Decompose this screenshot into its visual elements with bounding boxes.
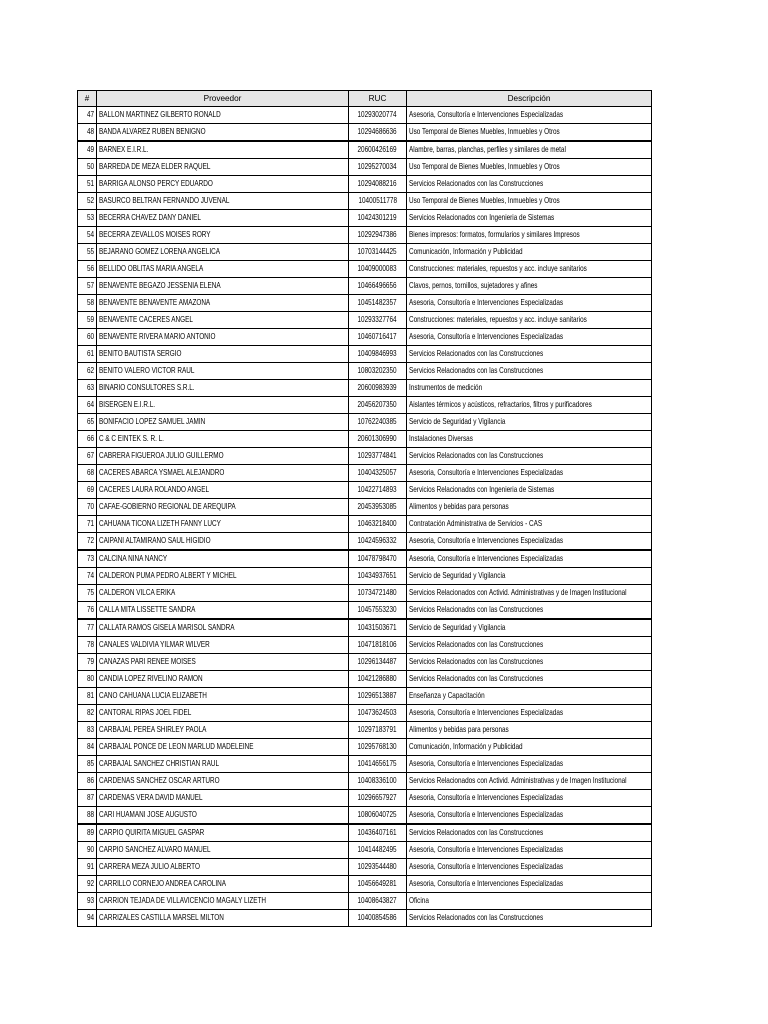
table-row [78, 295, 652, 312]
row-number: 47 [78, 107, 97, 124]
provider-name: BENAVENTE BEGAZO JESSENIA ELENA [97, 278, 349, 295]
row-number: 56 [78, 261, 97, 278]
table-row [78, 159, 652, 176]
provider-name: BENITO VALERO VICTOR RAUL [97, 363, 349, 380]
provider-ruc: 10294088216 [349, 176, 407, 193]
table-row [78, 602, 652, 620]
provider-description: Servicios Relacionados con las Construcciones [407, 824, 652, 842]
provider-description: Asesoria, Consultoría e Intervenciones Especializadas [407, 465, 652, 482]
provider-ruc: 10297183791 [349, 722, 407, 739]
row-number: 78 [78, 637, 97, 654]
table-row [78, 397, 652, 414]
provider-ruc: 10471818106 [349, 637, 407, 654]
row-number: 52 [78, 193, 97, 210]
row-number: 57 [78, 278, 97, 295]
table-row [78, 705, 652, 722]
provider-description: Asesoria, Consultoría e Intervenciones Especializadas [407, 550, 652, 568]
provider-name: BARNEX E.I.R.L. [97, 141, 349, 159]
provider-name: CARRILLO CORNEJO ANDREA CAROLINA [97, 876, 349, 893]
provider-description: Servicios Relacionados con las Construcciones [407, 346, 652, 363]
header-provider: Proveedor [97, 91, 349, 107]
row-number: 66 [78, 431, 97, 448]
provider-description: Clavos, pernos, tornillos, sujetadores y afines [407, 278, 652, 295]
table-row [78, 176, 652, 193]
provider-ruc: 10409846993 [349, 346, 407, 363]
provider-description: Construcciones: materiales, repuestos y acc. incluye sanitarios [407, 312, 652, 329]
provider-name: CALDERON VILCA ERIKA [97, 585, 349, 602]
provider-description: Alambre, barras, planchas, perfiles y similares de metal [407, 141, 652, 159]
provider-description: Asesoria, Consultoría e Intervenciones Especializadas [407, 876, 652, 893]
provider-description: Asesoria, Consultoría e Intervenciones Especializadas [407, 705, 652, 722]
table-row [78, 824, 652, 842]
row-number: 70 [78, 499, 97, 516]
provider-ruc: 10295270034 [349, 159, 407, 176]
row-number: 58 [78, 295, 97, 312]
provider-name: BANDA ALVAREZ RUBEN BENIGNO [97, 124, 349, 142]
provider-ruc: 10408336100 [349, 773, 407, 790]
row-number: 79 [78, 654, 97, 671]
provider-name: CARRIZALES CASTILLA MARSEL MILTON [97, 910, 349, 927]
provider-name: CALLA MITA LISSETTE SANDRA [97, 602, 349, 620]
provider-ruc: 10703144425 [349, 244, 407, 261]
provider-ruc: 10404325057 [349, 465, 407, 482]
provider-ruc: 10424596332 [349, 533, 407, 551]
row-number: 93 [78, 893, 97, 910]
provider-ruc: 10293327764 [349, 312, 407, 329]
provider-description: Oficina [407, 893, 652, 910]
table-row [78, 227, 652, 244]
provider-name: BECERRA CHAVEZ DANY DANIEL [97, 210, 349, 227]
table-row [78, 568, 652, 585]
provider-ruc: 10293020774 [349, 107, 407, 124]
provider-description: Servicios Relacionados con Activid. Administrativas y de Imagen Institucional [407, 585, 652, 602]
row-number: 83 [78, 722, 97, 739]
provider-name: C & C EINTEK S. R. L. [97, 431, 349, 448]
table-row [78, 210, 652, 227]
table-row [78, 654, 652, 671]
provider-description: Enseñanza y Capacitación [407, 688, 652, 705]
provider-table-sheet [77, 90, 651, 927]
provider-description: Servicios Relacionados con las Construcciones [407, 637, 652, 654]
provider-ruc: 20600426169 [349, 141, 407, 159]
table-row [78, 671, 652, 688]
row-number: 77 [78, 619, 97, 637]
provider-description: Aislantes térmicos y acústicos, refractarios, filtros y purificadores [407, 397, 652, 414]
row-number: 84 [78, 739, 97, 756]
row-number: 62 [78, 363, 97, 380]
provider-name: BARRIGA ALONSO PERCY EDUARDO [97, 176, 349, 193]
table-row [78, 859, 652, 876]
provider-description: Asesoria, Consultoría e Intervenciones Especializadas [407, 295, 652, 312]
provider-description: Construcciones: materiales, repuestos y acc. incluye sanitarios [407, 261, 652, 278]
provider-name: BENAVENTE CACERES ANGEL [97, 312, 349, 329]
provider-ruc: 10456649281 [349, 876, 407, 893]
provider-name: CARBAJAL PONCE DE LEON MARLUD MADELEINE [97, 739, 349, 756]
provider-name: BELLIDO OBLITAS MARIA ANGELA [97, 261, 349, 278]
row-number: 86 [78, 773, 97, 790]
provider-name: CAFAE-GOBIERNO REGIONAL DE AREQUIPA [97, 499, 349, 516]
row-number: 75 [78, 585, 97, 602]
table-row [78, 244, 652, 261]
provider-description: Asesoria, Consultoría e Intervenciones Especializadas [407, 842, 652, 859]
provider-description: Bienes impresos: formatos, formularios y similares Impresos [407, 227, 652, 244]
provider-name: CARBAJAL SANCHEZ CHRISTIAN RAUL [97, 756, 349, 773]
provider-name: BENITO BAUTISTA SERGIO [97, 346, 349, 363]
provider-name: BECERRA ZEVALLOS MOISES RORY [97, 227, 349, 244]
table-row [78, 465, 652, 482]
table-row [78, 876, 652, 893]
provider-description: Servicios Relacionados con las Construcciones [407, 671, 652, 688]
row-number: 82 [78, 705, 97, 722]
provider-ruc: 20456207350 [349, 397, 407, 414]
provider-description: Asesoria, Consultoría e Intervenciones Especializadas [407, 107, 652, 124]
provider-name: CALCINA NINA NANCY [97, 550, 349, 568]
provider-ruc: 10803202350 [349, 363, 407, 380]
provider-ruc: 20600983939 [349, 380, 407, 397]
provider-description: Uso Temporal de Bienes Muebles, Inmuebles y Otros [407, 124, 652, 142]
provider-name: CANO CAHUANA LUCIA ELIZABETH [97, 688, 349, 705]
table-row [78, 414, 652, 431]
table-row [78, 790, 652, 807]
row-number: 64 [78, 397, 97, 414]
table-row [78, 516, 652, 533]
provider-name: CALLATA RAMOS GISELA MARISOL SANDRA [97, 619, 349, 637]
provider-description: Alimentos y bebidas para personas [407, 499, 652, 516]
table-row [78, 448, 652, 465]
provider-description: Servicios Relacionados con Ingenieria de Sistemas [407, 482, 652, 499]
table-row [78, 739, 652, 756]
table-row [78, 893, 652, 910]
provider-name: CARRION TEJADA DE VILLAVICENCIO MAGALY LIZETH [97, 893, 349, 910]
table-row [78, 499, 652, 516]
provider-ruc: 10424301219 [349, 210, 407, 227]
provider-name: CAIPANI ALTAMIRANO SAUL HIGIDIO [97, 533, 349, 551]
table-row [78, 141, 652, 159]
row-number: 61 [78, 346, 97, 363]
row-number: 87 [78, 790, 97, 807]
provider-description: Alimentos y bebidas para personas [407, 722, 652, 739]
provider-ruc: 10421286880 [349, 671, 407, 688]
provider-name: BALLON MARTINEZ GILBERTO RONALD [97, 107, 349, 124]
provider-table [77, 90, 652, 927]
provider-name: BASURCO BELTRAN FERNANDO JUVENAL [97, 193, 349, 210]
provider-name: CACERES ABARCA YSMAEL ALEJANDRO [97, 465, 349, 482]
row-number: 50 [78, 159, 97, 176]
provider-description: Servicio de Seguridad y Vigilancia [407, 619, 652, 637]
provider-ruc: 10293544480 [349, 859, 407, 876]
row-number: 67 [78, 448, 97, 465]
table-row [78, 261, 652, 278]
table-row [78, 329, 652, 346]
provider-name: CARPIO SANCHEZ ALVARO MANUEL [97, 842, 349, 859]
provider-description: Comunicación, Información y Publicidad [407, 244, 652, 261]
provider-ruc: 10296513887 [349, 688, 407, 705]
row-number: 68 [78, 465, 97, 482]
table-row [78, 431, 652, 448]
table-row [78, 380, 652, 397]
table-row [78, 807, 652, 825]
provider-name: BARREDA DE MEZA ELDER RAQUEL [97, 159, 349, 176]
provider-name: CACERES LAURA ROLANDO ANGEL [97, 482, 349, 499]
row-number: 73 [78, 550, 97, 568]
row-number: 88 [78, 807, 97, 825]
provider-ruc: 10294686636 [349, 124, 407, 142]
provider-description: Contratación Administrativa de Servicios - CAS [407, 516, 652, 533]
row-number: 72 [78, 533, 97, 551]
provider-ruc: 10422714893 [349, 482, 407, 499]
provider-ruc: 10296134487 [349, 654, 407, 671]
header-ruc: RUC [349, 91, 407, 107]
provider-ruc: 10400511778 [349, 193, 407, 210]
provider-name: BEJARANO GOMEZ LORENA ANGELICA [97, 244, 349, 261]
row-number: 80 [78, 671, 97, 688]
provider-ruc: 10292947386 [349, 227, 407, 244]
provider-ruc: 10434937651 [349, 568, 407, 585]
provider-ruc: 10466496656 [349, 278, 407, 295]
provider-description: Asesoria, Consultoría e Intervenciones Especializadas [407, 859, 652, 876]
header-number: # [78, 91, 97, 107]
row-number: 81 [78, 688, 97, 705]
provider-description: Asesoria, Consultoría e Intervenciones Especializadas [407, 807, 652, 825]
provider-description: Uso Temporal de Bienes Muebles, Inmuebles y Otros [407, 159, 652, 176]
provider-ruc: 10734721480 [349, 585, 407, 602]
table-row [78, 910, 652, 927]
provider-description: Servicios Relacionados con Activid. Administrativas y de Imagen Institucional [407, 773, 652, 790]
row-number: 89 [78, 824, 97, 842]
provider-ruc: 10451482357 [349, 295, 407, 312]
row-number: 49 [78, 141, 97, 159]
provider-ruc: 10414482495 [349, 842, 407, 859]
table-row [78, 756, 652, 773]
provider-ruc: 10431503671 [349, 619, 407, 637]
table-row [78, 637, 652, 654]
table-row [78, 363, 652, 380]
row-number: 74 [78, 568, 97, 585]
provider-description: Servicio de Seguridad y Vigilancia [407, 414, 652, 431]
provider-ruc: 10478798470 [349, 550, 407, 568]
provider-ruc: 10762240385 [349, 414, 407, 431]
table-row [78, 585, 652, 602]
row-number: 54 [78, 227, 97, 244]
row-number: 59 [78, 312, 97, 329]
provider-description: Asesoria, Consultoría e Intervenciones Especializadas [407, 756, 652, 773]
row-number: 60 [78, 329, 97, 346]
provider-ruc: 10457553230 [349, 602, 407, 620]
row-number: 94 [78, 910, 97, 927]
table-row [78, 842, 652, 859]
provider-name: BINARIO CONSULTORES S.R.L. [97, 380, 349, 397]
row-number: 92 [78, 876, 97, 893]
table-body [78, 107, 652, 927]
provider-ruc: 20601306990 [349, 431, 407, 448]
provider-ruc: 10460716417 [349, 329, 407, 346]
provider-ruc: 10473624503 [349, 705, 407, 722]
table-row [78, 124, 652, 142]
table-row [78, 619, 652, 637]
provider-ruc: 10296657927 [349, 790, 407, 807]
provider-ruc: 20453953085 [349, 499, 407, 516]
row-number: 90 [78, 842, 97, 859]
row-number: 55 [78, 244, 97, 261]
provider-ruc: 10463218400 [349, 516, 407, 533]
provider-description: Servicios Relacionados con las Construcciones [407, 363, 652, 380]
row-number: 65 [78, 414, 97, 431]
provider-description: Servicios Relacionados con Ingenieria de Sistemas [407, 210, 652, 227]
provider-description: Asesoria, Consultoría e Intervenciones Especializadas [407, 790, 652, 807]
provider-description: Uso Temporal de Bienes Muebles, Inmuebles y Otros [407, 193, 652, 210]
provider-description: Servicios Relacionados con las Construcciones [407, 654, 652, 671]
provider-name: CALDERON PUMA PEDRO ALBERT Y MICHEL [97, 568, 349, 585]
provider-ruc: 10436407161 [349, 824, 407, 842]
provider-description: Servicios Relacionados con las Construcciones [407, 176, 652, 193]
provider-description: Servicio de Seguridad y Vigilancia [407, 568, 652, 585]
provider-name: CARDENAS SANCHEZ OSCAR ARTURO [97, 773, 349, 790]
provider-name: CABRERA FIGUEROA JULIO GUILLERMO [97, 448, 349, 465]
table-row [78, 312, 652, 329]
table-row [78, 688, 652, 705]
table-row [78, 550, 652, 568]
provider-name: CARDENAS VERA DAVID MANUEL [97, 790, 349, 807]
table-row [78, 346, 652, 363]
provider-description: Comunicación, Información y Publicidad [407, 739, 652, 756]
provider-name: CAHUANA TICONA LIZETH FANNY LUCY [97, 516, 349, 533]
table-row [78, 773, 652, 790]
row-number: 85 [78, 756, 97, 773]
provider-name: BENAVENTE BENAVENTE AMAZONA [97, 295, 349, 312]
row-number: 51 [78, 176, 97, 193]
provider-description: Servicios Relacionados con las Construcciones [407, 602, 652, 620]
provider-name: CARBAJAL PEREA SHIRLEY PAOLA [97, 722, 349, 739]
provider-name: CARPIO QUIRITA MIGUEL GASPAR [97, 824, 349, 842]
table-row [78, 533, 652, 551]
provider-name: BENAVENTE RIVERA MARIO ANTONIO [97, 329, 349, 346]
table-row [78, 722, 652, 739]
provider-ruc: 10409000083 [349, 261, 407, 278]
provider-name: BONIFACIO LOPEZ SAMUEL JAMIN [97, 414, 349, 431]
header-description: Descripción [407, 91, 652, 107]
provider-name: BISERGEN E.I.R.L. [97, 397, 349, 414]
provider-description: Asesoria, Consultoría e Intervenciones Especializadas [407, 533, 652, 551]
table-header-row [78, 91, 652, 107]
provider-name: CANALES VALDIVIA YILMAR WILVER [97, 637, 349, 654]
provider-ruc: 10408643827 [349, 893, 407, 910]
row-number: 71 [78, 516, 97, 533]
provider-description: Asesoria, Consultoría e Intervenciones Especializadas [407, 329, 652, 346]
provider-name: CARRERA MEZA JULIO ALBERTO [97, 859, 349, 876]
row-number: 53 [78, 210, 97, 227]
provider-description: Instrumentos de medición [407, 380, 652, 397]
row-number: 48 [78, 124, 97, 142]
table-row [78, 278, 652, 295]
provider-name: CANDIA LOPEZ RIVELINO RAMON [97, 671, 349, 688]
provider-ruc: 10806040725 [349, 807, 407, 825]
provider-description: Instalaciones Diversas [407, 431, 652, 448]
table-row [78, 107, 652, 124]
row-number: 91 [78, 859, 97, 876]
provider-name: CANTORAL RIPAS JOEL FIDEL [97, 705, 349, 722]
provider-ruc: 10400854586 [349, 910, 407, 927]
provider-description: Servicios Relacionados con las Construcciones [407, 448, 652, 465]
table-row [78, 482, 652, 499]
row-number: 63 [78, 380, 97, 397]
provider-description: Servicios Relacionados con las Construcciones [407, 910, 652, 927]
provider-ruc: 10293774841 [349, 448, 407, 465]
row-number: 76 [78, 602, 97, 620]
provider-ruc: 10295768130 [349, 739, 407, 756]
provider-ruc: 10414656175 [349, 756, 407, 773]
provider-name: CANAZAS PARI RENEE MOISES [97, 654, 349, 671]
row-number: 69 [78, 482, 97, 499]
table-row [78, 193, 652, 210]
provider-name: CARI HUAMANI JOSE AUGUSTO [97, 807, 349, 825]
